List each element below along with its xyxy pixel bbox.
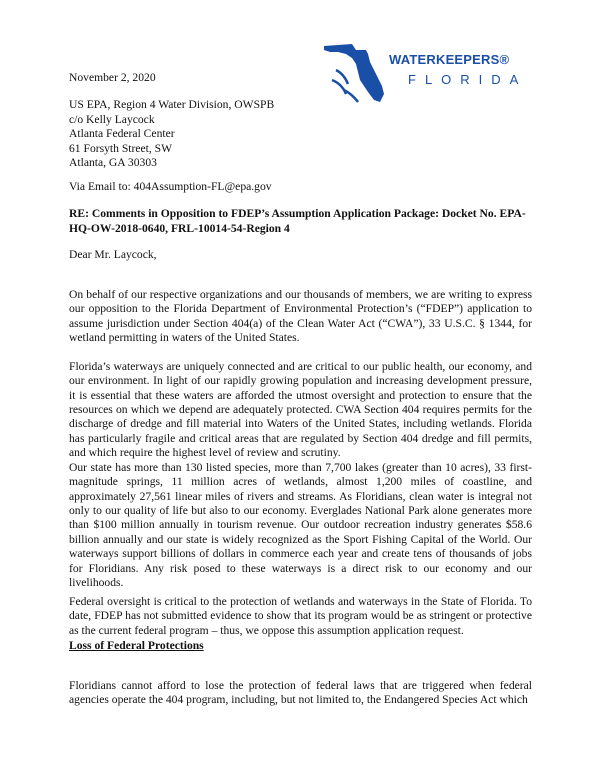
paragraph-final: Floridians cannot afford to lose the protection of federal laws that are triggered when federal agencies operate the 404 program, including, but not limited to, the Endangered Species Act which (69, 678, 532, 707)
letter-date: November 2, 2020 (69, 71, 156, 84)
section-heading: Loss of Federal Protections (69, 639, 204, 652)
salutation: Dear Mr. Laycock, (69, 248, 157, 261)
logo-title: WATERKEEPERS® (389, 52, 510, 67)
address-line: 61 Forsyth Street, SW (69, 141, 173, 155)
address-line: US EPA, Region 4 Water Division, OWSPB (69, 98, 275, 111)
logo-subtitle: FLORIDA (408, 72, 528, 87)
paragraph-oversight: Federal oversight is critical to the protection of wetlands and waterways in the State of Florida. To date, FDEP has not submitted evidence to show that its program would be as stringent or protective as the current federal program – thus, we oppose this assumption application request. (69, 594, 532, 637)
recipient-address (69, 98, 274, 171)
address-line: c/o Kelly Laycock (69, 112, 155, 126)
address-line: Atlanta Federal Center (69, 127, 175, 140)
address-line: Atlanta, GA 30303 (69, 156, 157, 169)
florida-map-icon (322, 40, 388, 106)
via-email: Via Email to: 404Assumption-FL@epa.gov (69, 180, 272, 193)
waterkeepers-logo (322, 40, 542, 106)
paragraph-intro: On behalf of our respective organizations and our thousands of members, we are writing to express our opposition to the Florida Department of Environmental Protection’s (“FDEP”) application to assume jurisdiction under Section 404(a) of the Clean Water Act (“CWA”), 33 U.S.C. § 1344, for wetland permitting in waters of the United States. (69, 287, 532, 344)
paragraph-waterways: Florida’s waterways are uniquely connected and are critical to our public health, our economy, and our environment. In light of our rapidly growing population and increasing development pressure, it is essential that these waters are afforded the utmost oversight and protection to ensure that the resources on which we depend are adequately protected. CWA Section 404 requires permits for the discharge of dredge and fill material into Waters of the United States, including wetlands. Florida has particularly fragile and critical areas that are regulated by Section 404 dredge and fill permits, and which require the highest level of review and scrutiny. (69, 359, 532, 460)
subject-line: RE: Comments in Opposition to FDEP’s Assumption Application Package: Docket No. EPA-HQ-OW-2018-0640, FRL-10014-54-Region 4 (69, 207, 526, 235)
paragraph-statistics: Our state has more than 130 listed species, more than 7,700 lakes (greater than 10 acres), 33 first-magnitude springs, 11 million acres of wetlands, almost 1,200 miles of coastline, and approximately 27,561 linear miles of rivers and streams. As Floridians, clean water is integral not only to our quality of life but also to our economy. Everglades National Park alone generates more than $100 million annually in tourism revenue. Our outdoor recreation industry generates $58.6 billion annually and our state is widely recognized as the Sport Fishing Capital of the World. Our waterways support billions of dollars in commerce each year and create tens of thousands of jobs for Floridians. Any risk posed to these waterways is a direct risk to our economy and our livelihoods. (69, 460, 532, 590)
